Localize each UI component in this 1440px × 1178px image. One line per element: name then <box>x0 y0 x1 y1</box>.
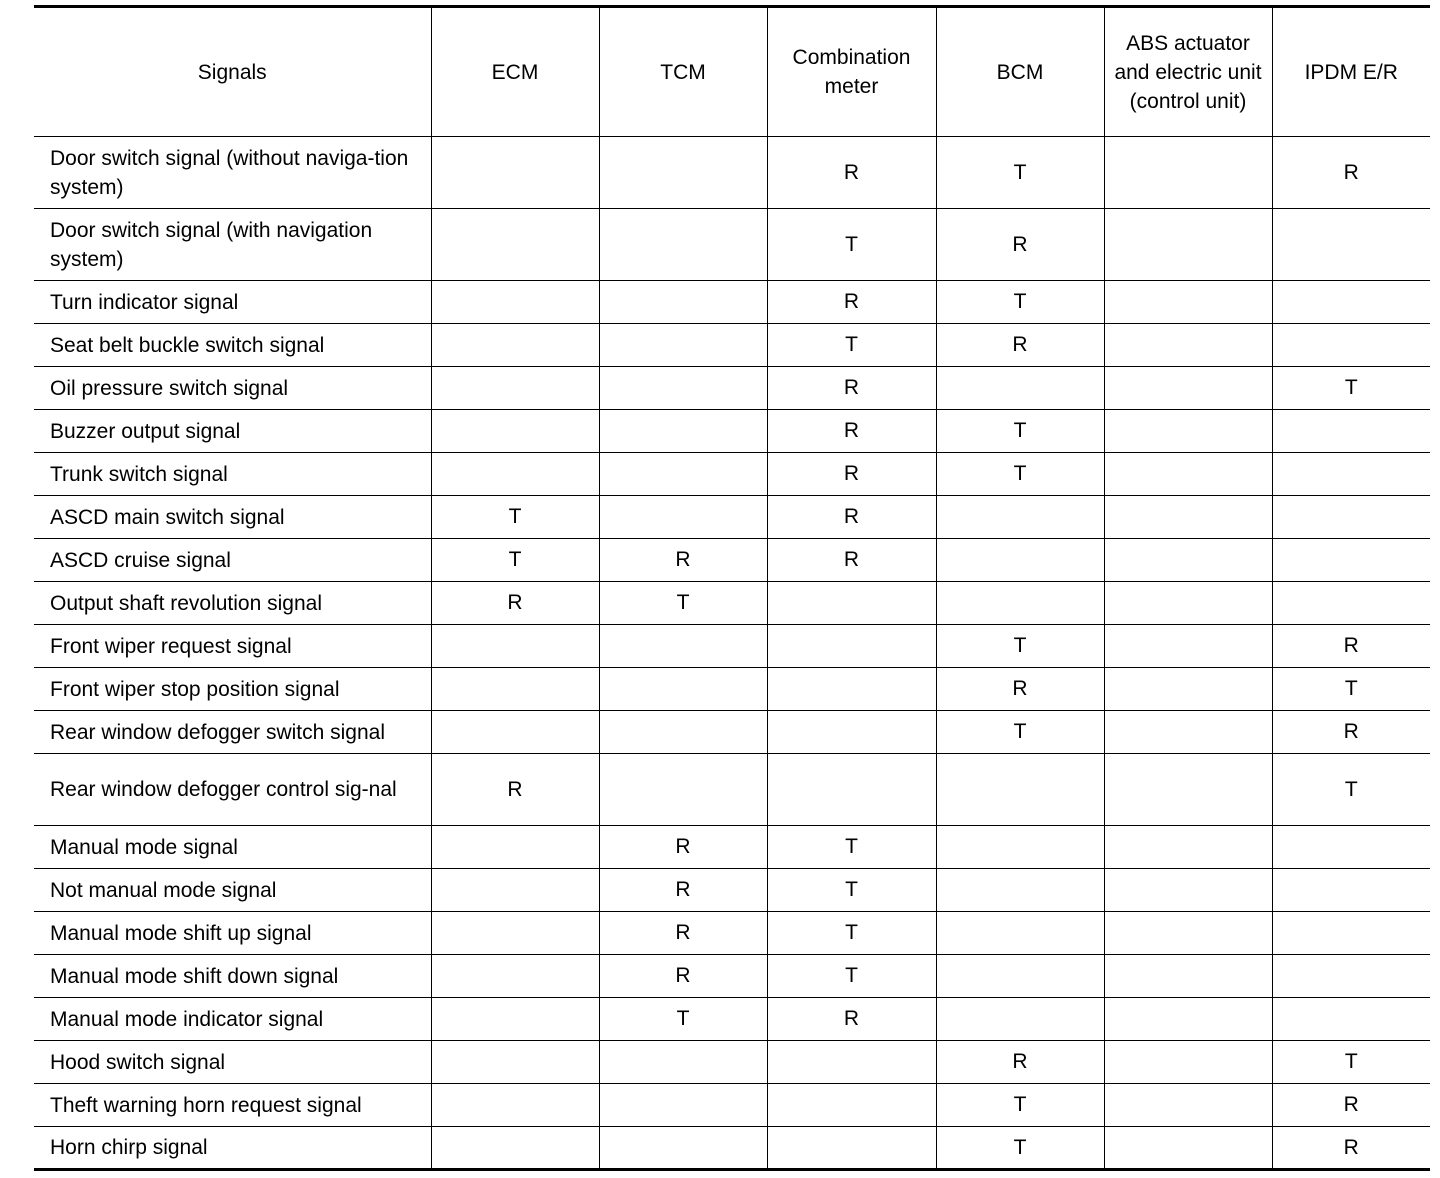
cell-ecm <box>431 453 599 496</box>
table-row <box>34 998 1430 1041</box>
cell-tcm <box>599 137 767 209</box>
cell-bcm <box>936 826 1104 869</box>
cell-tcm <box>599 324 767 367</box>
cell-ipdm-er <box>1272 496 1430 539</box>
cell-abs-actuator <box>1104 1041 1272 1084</box>
cell-combination-meter: R <box>767 539 936 582</box>
signal-table <box>34 5 1430 1171</box>
cell-ipdm-er: R <box>1272 1127 1430 1170</box>
cell-abs-actuator <box>1104 1084 1272 1127</box>
cell-tcm: R <box>599 955 767 998</box>
cell-ipdm-er: T <box>1272 1041 1430 1084</box>
cell-combination-meter: T <box>767 955 936 998</box>
signal-name-cell: Manual mode shift up signal <box>34 912 431 955</box>
signal-name-cell: Theft warning horn request signal <box>34 1084 431 1127</box>
cell-ecm <box>431 998 599 1041</box>
signal-name-cell: Buzzer output signal <box>34 410 431 453</box>
table-row <box>34 453 1430 496</box>
cell-abs-actuator <box>1104 539 1272 582</box>
cell-abs-actuator <box>1104 582 1272 625</box>
cell-ipdm-er: R <box>1272 711 1430 754</box>
cell-ipdm-er <box>1272 539 1430 582</box>
cell-ipdm-er <box>1272 912 1430 955</box>
table-row <box>34 281 1430 324</box>
header-ecm: ECM <box>431 7 599 137</box>
cell-ecm <box>431 668 599 711</box>
cell-ecm: T <box>431 496 599 539</box>
cell-abs-actuator <box>1104 1127 1272 1170</box>
cell-abs-actuator <box>1104 324 1272 367</box>
table-row <box>34 539 1430 582</box>
table-row <box>34 912 1430 955</box>
cell-combination-meter: R <box>767 453 936 496</box>
signal-name-cell: Horn chirp signal <box>34 1127 431 1170</box>
cell-bcm: R <box>936 668 1104 711</box>
cell-ipdm-er: T <box>1272 668 1430 711</box>
table-body <box>34 137 1430 1170</box>
cell-ecm: T <box>431 539 599 582</box>
signal-name-cell: Door switch signal (without naviga-tion system) <box>34 137 431 209</box>
header-ipdm-er: IPDM E/R <box>1272 7 1430 137</box>
table-row <box>34 1084 1430 1127</box>
cell-combination-meter: T <box>767 869 936 912</box>
cell-ipdm-er: T <box>1272 367 1430 410</box>
cell-ecm <box>431 209 599 281</box>
cell-bcm: R <box>936 324 1104 367</box>
signal-name-cell: Output shaft revolution signal <box>34 582 431 625</box>
cell-bcm <box>936 754 1104 826</box>
cell-combination-meter: R <box>767 998 936 1041</box>
signal-name-cell: Front wiper request signal <box>34 625 431 668</box>
cell-bcm: T <box>936 625 1104 668</box>
signal-name-cell: Not manual mode signal <box>34 869 431 912</box>
table-row <box>34 324 1430 367</box>
table-row <box>34 582 1430 625</box>
header-bcm: BCM <box>936 7 1104 137</box>
cell-abs-actuator <box>1104 625 1272 668</box>
cell-combination-meter <box>767 1041 936 1084</box>
cell-ecm <box>431 281 599 324</box>
cell-combination-meter <box>767 582 936 625</box>
cell-ecm: R <box>431 582 599 625</box>
cell-bcm <box>936 998 1104 1041</box>
cell-bcm <box>936 869 1104 912</box>
cell-combination-meter <box>767 1084 936 1127</box>
cell-ipdm-er <box>1272 209 1430 281</box>
cell-ipdm-er <box>1272 410 1430 453</box>
cell-tcm <box>599 668 767 711</box>
cell-bcm: R <box>936 1041 1104 1084</box>
cell-abs-actuator <box>1104 209 1272 281</box>
cell-ecm <box>431 367 599 410</box>
table-row <box>34 137 1430 209</box>
cell-abs-actuator <box>1104 869 1272 912</box>
cell-ecm <box>431 625 599 668</box>
cell-bcm <box>936 955 1104 998</box>
cell-ecm <box>431 826 599 869</box>
cell-combination-meter <box>767 625 936 668</box>
table-row <box>34 209 1430 281</box>
cell-abs-actuator <box>1104 281 1272 324</box>
cell-bcm: T <box>936 1127 1104 1170</box>
signal-name-cell: Turn indicator signal <box>34 281 431 324</box>
cell-tcm <box>599 453 767 496</box>
cell-ecm <box>431 955 599 998</box>
cell-combination-meter: T <box>767 324 936 367</box>
cell-tcm <box>599 496 767 539</box>
header-signals: Signals <box>34 7 431 137</box>
cell-tcm: T <box>599 998 767 1041</box>
cell-abs-actuator <box>1104 998 1272 1041</box>
header-row <box>34 7 1430 137</box>
cell-abs-actuator <box>1104 711 1272 754</box>
signal-name-cell: ASCD cruise signal <box>34 539 431 582</box>
signal-name-cell: Manual mode signal <box>34 826 431 869</box>
cell-ipdm-er <box>1272 998 1430 1041</box>
cell-bcm: T <box>936 137 1104 209</box>
cell-bcm <box>936 539 1104 582</box>
table-row <box>34 826 1430 869</box>
header-abs-actuator: ABS actuator and electric unit (control unit) <box>1104 7 1272 137</box>
signal-name-cell: Rear window defogger switch signal <box>34 711 431 754</box>
cell-bcm: T <box>936 1084 1104 1127</box>
table-row <box>34 1041 1430 1084</box>
cell-ipdm-er <box>1272 582 1430 625</box>
table-row <box>34 668 1430 711</box>
cell-ipdm-er <box>1272 281 1430 324</box>
cell-tcm: R <box>599 539 767 582</box>
signal-name-cell: Manual mode shift down signal <box>34 955 431 998</box>
cell-bcm: T <box>936 410 1104 453</box>
cell-ipdm-er <box>1272 955 1430 998</box>
signal-name-cell: Door switch signal (with navigation system) <box>34 209 431 281</box>
cell-combination-meter: R <box>767 281 936 324</box>
cell-combination-meter <box>767 754 936 826</box>
cell-bcm <box>936 912 1104 955</box>
cell-ipdm-er: T <box>1272 754 1430 826</box>
cell-ipdm-er: R <box>1272 625 1430 668</box>
cell-abs-actuator <box>1104 496 1272 539</box>
cell-abs-actuator <box>1104 453 1272 496</box>
cell-tcm: T <box>599 582 767 625</box>
cell-ecm <box>431 1127 599 1170</box>
cell-bcm: T <box>936 453 1104 496</box>
cell-ipdm-er <box>1272 324 1430 367</box>
cell-abs-actuator <box>1104 367 1272 410</box>
cell-ipdm-er <box>1272 869 1430 912</box>
cell-abs-actuator <box>1104 955 1272 998</box>
signal-name-cell: Front wiper stop position signal <box>34 668 431 711</box>
cell-ipdm-er <box>1272 453 1430 496</box>
signal-name-cell: Rear window defogger control sig-nal <box>34 754 431 826</box>
cell-tcm <box>599 209 767 281</box>
cell-tcm <box>599 625 767 668</box>
signal-name-cell: Manual mode indicator signal <box>34 998 431 1041</box>
cell-ecm <box>431 1041 599 1084</box>
cell-ecm <box>431 869 599 912</box>
cell-bcm: T <box>936 281 1104 324</box>
table-row <box>34 711 1430 754</box>
table-row <box>34 869 1430 912</box>
cell-combination-meter: R <box>767 137 936 209</box>
signal-name-cell: Hood switch signal <box>34 1041 431 1084</box>
cell-ecm <box>431 410 599 453</box>
cell-tcm <box>599 1127 767 1170</box>
cell-abs-actuator <box>1104 668 1272 711</box>
table-row <box>34 410 1430 453</box>
signal-name-cell: Trunk switch signal <box>34 453 431 496</box>
cell-ipdm-er <box>1272 826 1430 869</box>
cell-tcm: R <box>599 912 767 955</box>
cell-tcm <box>599 1084 767 1127</box>
cell-abs-actuator <box>1104 137 1272 209</box>
signal-name-cell: ASCD main switch signal <box>34 496 431 539</box>
table-row <box>34 367 1430 410</box>
signal-name-cell: Oil pressure switch signal <box>34 367 431 410</box>
table-row <box>34 1127 1430 1170</box>
cell-tcm <box>599 711 767 754</box>
cell-ecm <box>431 137 599 209</box>
cell-combination-meter <box>767 711 936 754</box>
cell-tcm: R <box>599 826 767 869</box>
cell-ecm <box>431 912 599 955</box>
cell-tcm <box>599 281 767 324</box>
cell-tcm <box>599 754 767 826</box>
cell-combination-meter: R <box>767 367 936 410</box>
cell-bcm: R <box>936 209 1104 281</box>
cell-combination-meter: R <box>767 496 936 539</box>
table-row <box>34 754 1430 826</box>
cell-ipdm-er: R <box>1272 137 1430 209</box>
cell-abs-actuator <box>1104 410 1272 453</box>
cell-combination-meter <box>767 1127 936 1170</box>
signal-name-cell: Seat belt buckle switch signal <box>34 324 431 367</box>
cell-abs-actuator <box>1104 754 1272 826</box>
cell-tcm <box>599 410 767 453</box>
header-tcm: TCM <box>599 7 767 137</box>
cell-combination-meter: T <box>767 912 936 955</box>
cell-bcm <box>936 496 1104 539</box>
table-row <box>34 496 1430 539</box>
cell-tcm <box>599 367 767 410</box>
cell-tcm: R <box>599 869 767 912</box>
table-row <box>34 955 1430 998</box>
cell-ecm <box>431 711 599 754</box>
cell-abs-actuator <box>1104 912 1272 955</box>
cell-ecm <box>431 1084 599 1127</box>
cell-bcm <box>936 367 1104 410</box>
cell-ecm <box>431 324 599 367</box>
cell-combination-meter <box>767 668 936 711</box>
cell-combination-meter: T <box>767 209 936 281</box>
cell-combination-meter: T <box>767 826 936 869</box>
header-combination-meter: Combination meter <box>767 7 936 137</box>
cell-bcm <box>936 582 1104 625</box>
cell-tcm <box>599 1041 767 1084</box>
cell-abs-actuator <box>1104 826 1272 869</box>
cell-ipdm-er: R <box>1272 1084 1430 1127</box>
cell-ecm: R <box>431 754 599 826</box>
cell-combination-meter: R <box>767 410 936 453</box>
cell-bcm: T <box>936 711 1104 754</box>
table-row <box>34 625 1430 668</box>
